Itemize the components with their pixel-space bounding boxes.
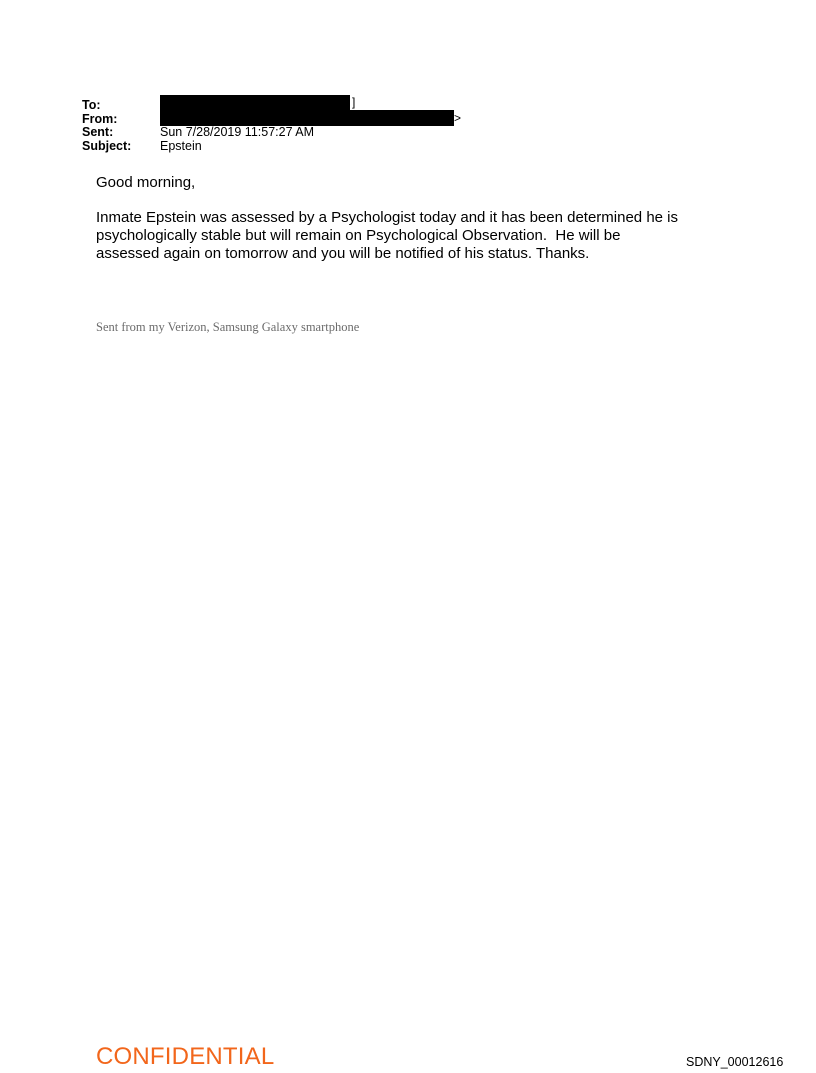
email-header: [82, 95, 462, 153]
from-value-tail: >: [454, 110, 462, 125]
confidential-stamp: CONFIDENTIAL: [96, 1043, 275, 1070]
from-row: [82, 110, 462, 127]
email-signature: Sent from my Verizon, Samsung Galaxy smartphone: [96, 320, 360, 334]
body-line: psychologically stable but will remain on Psychological Observation. He will be: [96, 227, 621, 244]
email-body: [96, 209, 736, 263]
sent-row: [82, 126, 314, 140]
to-value-tail: ]: [352, 95, 356, 109]
body-line: assessed again on tomorrow and you will be notified of his status. Thanks.: [96, 245, 590, 262]
email-greeting: Good morning,: [96, 174, 196, 191]
subject-label: Subject:: [82, 138, 132, 153]
from-redaction: [160, 110, 454, 126]
sent-label: Sent:: [82, 125, 114, 139]
bates-number: SDNY_00012616: [686, 1055, 784, 1069]
subject-value: Epstein: [160, 138, 202, 153]
sent-value: Sun 7/28/2019 11:57:27 AM: [160, 125, 315, 139]
from-label: From:: [82, 111, 118, 126]
body-line: Inmate Epstein was assessed by a Psychologist today and it has been determined he is: [96, 209, 679, 226]
subject-row: [82, 140, 314, 154]
to-label: To:: [82, 98, 101, 112]
